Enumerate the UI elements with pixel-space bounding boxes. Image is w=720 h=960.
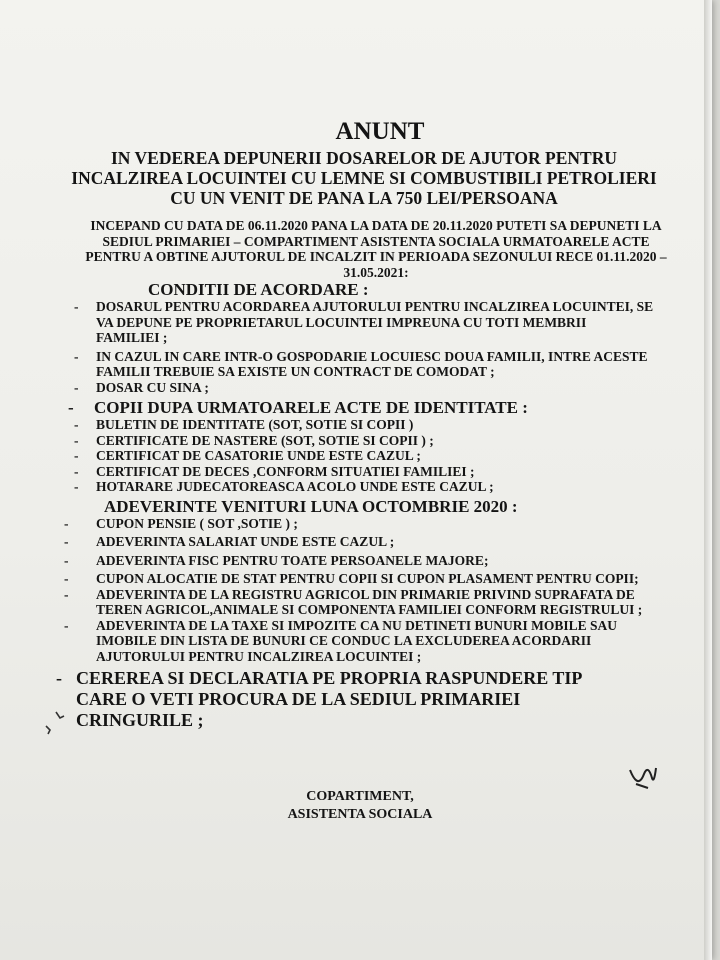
bullet-dash: - [64, 586, 69, 602]
list-item [0, 534, 712, 550]
list-item-line: CARE O VETI PROCURA DE LA SEDIUL PRIMARIEI [76, 689, 521, 709]
list-item [0, 571, 712, 587]
list-item [0, 433, 712, 449]
final-requirement [0, 668, 712, 731]
bullet-dash: - [64, 552, 69, 568]
list-item-line: BULETIN DE IDENTITATE (SOT, SOTIE SI COPII ) [96, 417, 414, 432]
section-heading-income-certificates: ADEVERINTE VENITURI LUNA OCTOMBRIE 2020 : [104, 496, 518, 516]
document-subtitle [40, 148, 688, 208]
bullet-dash: - [64, 534, 69, 549]
list-item-line: ADEVERINTA DE LA REGISTRU AGRICOL DIN PRIMARIE PRIVIND SUPRAFATA DE [96, 586, 635, 602]
bullet-dash: - [74, 463, 79, 479]
bullet-dash: - [74, 417, 79, 432]
list-item-line: CEREREA SI DECLARATIA PE PROPRIA RASPUNDERE TIP [76, 668, 583, 688]
bullet-dash: - [74, 448, 79, 463]
list-item-line: TEREN AGRICOL,ANIMALE SI COMPONENTA FAMILIEI CONFORM REGISTRULUI ; [96, 602, 643, 617]
bullet-dash: - [74, 432, 79, 448]
list-item-line: CERTIFICAT DE CASATORIE UNDE ESTE CAZUL ; [96, 448, 421, 463]
list-item-line: IN CAZUL IN CARE INTR-O GOSPODARIE LOCUIESC DOUA FAMILII, INTRE ACESTE [96, 348, 648, 364]
list-item-line: ADEVERINTA DE LA TAXE SI IMPOZITE CA NU DETINETI BUNURI MOBILE SAU [96, 617, 617, 633]
bullet-dash: - [74, 479, 79, 494]
intro-line: SEDIUL PRIMARIEI – COMPARTIMENT ASISTENTA SOCIALA URMATOARELE ACTE [102, 233, 650, 249]
list-item [0, 618, 712, 665]
list-item [0, 553, 712, 569]
identity-documents-list [0, 417, 712, 495]
ink-mark-icon [40, 708, 70, 736]
list-item-line: ADEVERINTA FISC PENTRU TOATE PERSOANELE MAJORE; [96, 552, 489, 568]
list-item-line: DOSARUL PENTRU ACORDAREA AJUTORULUI PENTRU INCALZIREA LOCUINTEI, SE [96, 299, 654, 314]
section-heading-identity-documents [68, 398, 712, 417]
bullet-dash: - [74, 348, 79, 364]
list-item-line: CUPON ALOCATIE DE STAT PENTRU COPII SI CUPON PLASAMENT PENTRU COPII; [96, 571, 639, 586]
list-item [0, 464, 712, 480]
list-item [0, 417, 712, 433]
bullet-dash: - [64, 571, 69, 586]
signature-block [240, 788, 480, 824]
section-heading-text: COPII DUPA URMATOARELE ACTE DE IDENTITATE : [94, 398, 528, 417]
list-item [0, 349, 712, 380]
intro-line: PENTRU A OBTINE AJUTORUL DE INCALZIT IN PERIOADA SEZONULUI RECE 01.11.2020 – [85, 249, 667, 264]
intro-line: 31.05.2021: [343, 264, 409, 280]
bullet-dash: - [74, 299, 79, 314]
bullet-dash: - [64, 617, 69, 633]
list-item-line: CERTIFICAT DE DECES ,CONFORM SITUATIEI FAMILIEI ; [96, 463, 475, 479]
bullet-dash: - [64, 515, 69, 531]
list-item-line: HOTARARE JUDECATOREASCA ACOLO UNDE ESTE CAZUL ; [96, 479, 494, 494]
signature-scribble-icon [626, 760, 660, 792]
intro-paragraph [58, 218, 694, 280]
signature-line: COPARTIMENT, [306, 789, 414, 804]
list-item [0, 448, 712, 464]
subtitle-line: INCALZIREA LOCUINTEI CU LEMNE SI COMBUSTIBILI PETROLIERI [71, 168, 657, 188]
list-item-line: VA DEPUNE PE PROPRIETARUL LOCUINTEI IMPREUNA CU TOTI MEMBRII [96, 314, 587, 330]
list-item [0, 516, 712, 532]
announcement-document [0, 118, 712, 731]
signature-line: ASISTENTA SOCIALA [287, 807, 433, 822]
list-item-line: FAMILII TREBUIE SA EXISTE UN CONTRACT DE COMODAT ; [96, 364, 495, 379]
bullet-dash: - [74, 379, 79, 395]
document-title: ANUNT [335, 118, 425, 145]
list-item-line: AJUTORULUI PENTRU INCALZIREA LOCUINTEI ; [96, 648, 422, 664]
list-item-line: FAMILIEI ; [96, 330, 168, 345]
list-item [0, 668, 712, 731]
subtitle-line: IN VEDEREA DEPUNERII DOSARELOR DE AJUTOR PENTRU [111, 148, 617, 168]
list-item-line: DOSAR CU SINA ; [96, 379, 209, 395]
intro-line: INCEPAND CU DATA DE 06.11.2020 PANA LA DATA DE 20.11.2020 PUTETI SA DEPUNETI LA [90, 218, 662, 233]
bullet-dash: - [68, 398, 74, 417]
bullet-dash: - [56, 668, 62, 688]
list-item [0, 299, 712, 346]
list-item [0, 587, 712, 618]
list-item-line: IMOBILE DIN LISTA DE BUNURI CE CONDUC LA EXCLUDEREA ACORDARII [96, 633, 592, 648]
list-item-line: ADEVERINTA SALARIAT UNDE ESTE CAZUL ; [96, 534, 395, 549]
subtitle-line: CU UN VENIT DE PANA LA 750 LEI/PERSOANA [170, 188, 558, 208]
list-item-line: CUPON PENSIE ( SOT ,SOTIE ) ; [96, 515, 298, 531]
list-item-line: CERTIFICATE DE NASTERE (SOT, SOTIE SI COPII ) ; [96, 432, 434, 448]
list-item-line: CRINGURILE ; [76, 710, 204, 730]
conditions-list [0, 299, 712, 395]
list-item [0, 479, 712, 495]
income-certificates-list [0, 516, 712, 665]
section-heading-conditions: CONDITII DE ACORDARE : [148, 280, 369, 299]
list-item [0, 380, 712, 396]
